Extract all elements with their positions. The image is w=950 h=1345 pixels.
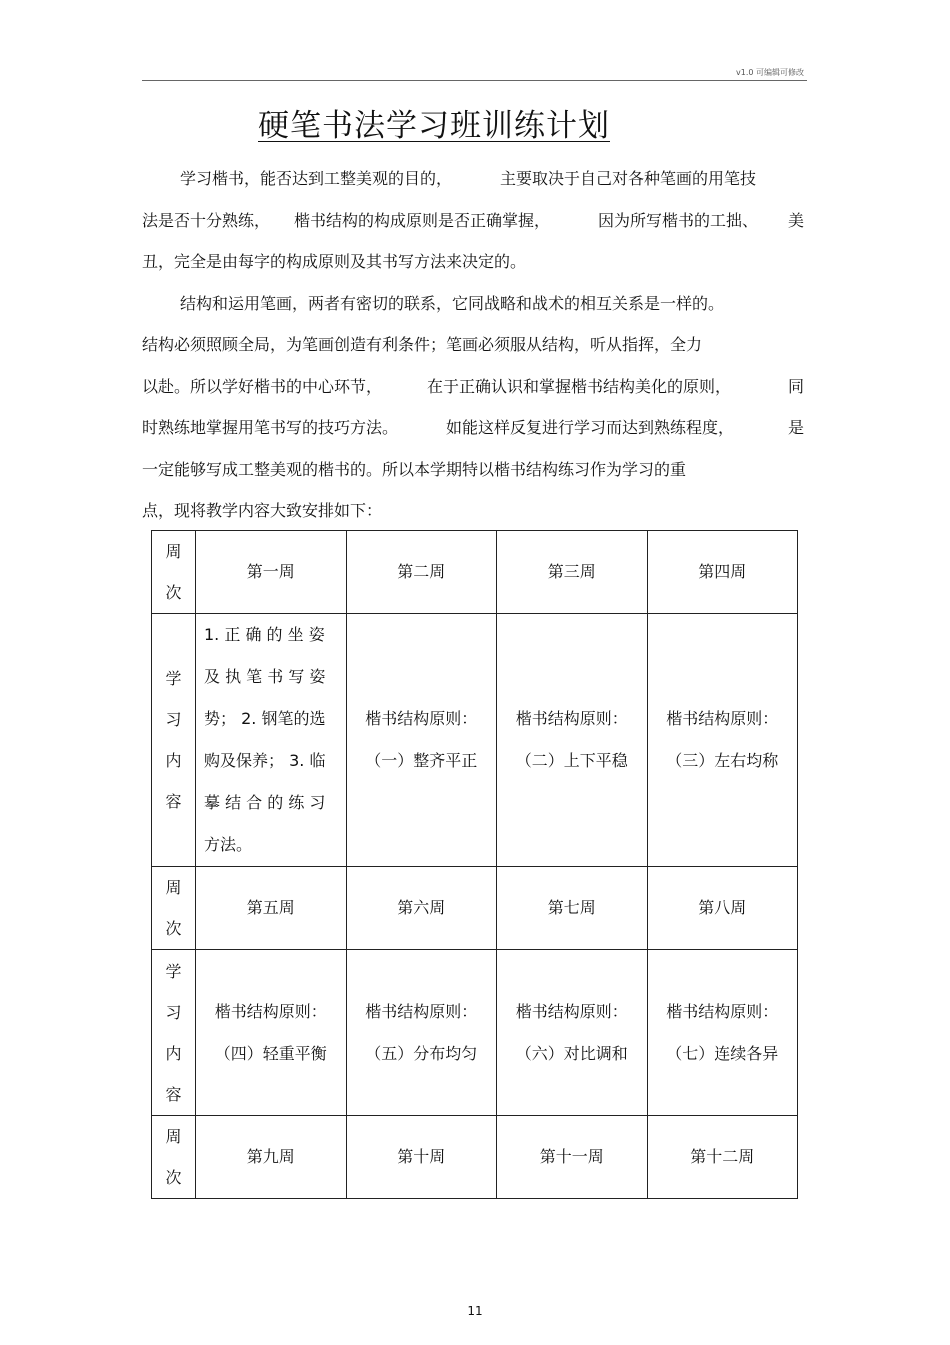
para2-line3a: 以赴。所以学好楷书的中心环节， [142, 377, 383, 396]
content-label-cell [152, 614, 196, 867]
principle-label: 楷书结构原则： [515, 1001, 628, 1021]
para2-line2: 结构必须照顾全局，为笔画创造有利条件；笔画必须服从结构，听从指挥，全力 [142, 335, 703, 354]
para1-line1a: 学习楷书，能否达到工整美观的目的， [180, 169, 453, 188]
table-row [152, 614, 798, 867]
principle-name: （一）整齐平正 [365, 751, 478, 770]
principle-name: （六）对比调和 [515, 1043, 628, 1063]
principle-name: （七）连续各异 [666, 1043, 779, 1063]
week-cell: 第八周 [647, 867, 798, 950]
week-cell: 第二周 [346, 531, 497, 614]
week-cell: 第四周 [647, 531, 798, 614]
para1-line2c: 因为所写楷书的工拙、 [598, 211, 759, 230]
content-label-cell [152, 950, 196, 1116]
content-cell-week2 [346, 614, 497, 867]
content-line: 势； 2. 钢笔的选 [204, 709, 326, 728]
week-cell: 第七周 [497, 867, 648, 950]
week-label-char: 周 [165, 542, 182, 561]
week-cell: 第五周 [196, 867, 347, 950]
principle-name: （四）轻重平衡 [214, 1043, 327, 1063]
para2-line3b: 在于正确认识和掌握楷书结构美化的原则， [427, 377, 732, 396]
principle-name: （三）左右均称 [666, 751, 779, 770]
para2-line1: 结构和运用笔画，两者有密切的联系，它同战略和战术的相互关系是一样的。 [180, 294, 725, 313]
principle-label: 楷书结构原则： [515, 709, 628, 728]
para2-line5: 一定能够写成工整美观的楷书的。所以本学期特以楷书结构练习作为学习的重 [142, 460, 687, 479]
table-row [152, 950, 798, 1116]
para1-line3: 丑，完全是由每字的构成原则及其书写方法来决定的。 [142, 252, 527, 271]
para1-line2a: 法是否十分熟练， [142, 211, 271, 230]
content-cell-week7 [497, 950, 648, 1116]
document-title: 硬笔书法学习班训练计划 [258, 108, 610, 144]
principle-label: 楷书结构原则： [666, 709, 779, 728]
table-row [152, 867, 798, 950]
content-cell-week6 [346, 950, 497, 1116]
para1-line2d: 美 [788, 211, 805, 230]
content-line: 购及保养； 3. 临 [204, 751, 326, 770]
week-label-char: 周 [165, 878, 182, 897]
para2-line4a: 时熟练地掌握用笔书写的技巧方法。 [142, 418, 399, 437]
content-label-char: 习 [165, 710, 182, 729]
schedule-table [151, 530, 798, 1199]
principle-label: 楷书结构原则： [214, 1001, 327, 1021]
content-cell-week5 [196, 950, 347, 1116]
week-label-char: 周 [165, 1127, 182, 1146]
para1-line1b: 主要取决于自己对各种笔画的用笔技 [500, 169, 757, 188]
week-cell: 第十一周 [497, 1116, 648, 1199]
para2-line4c: 是 [788, 418, 805, 437]
week-cell: 第十二周 [647, 1116, 798, 1199]
principle-label: 楷书结构原则： [365, 709, 478, 728]
principle-name: （五）分布均匀 [365, 1043, 478, 1063]
content-label-char: 容 [165, 792, 182, 811]
content-label-char: 内 [165, 751, 182, 770]
para2-line4b: 如能这样反复进行学习而达到熟练程度， [446, 418, 735, 437]
content-cell-week4 [647, 614, 798, 867]
principle-label: 楷书结构原则： [365, 1001, 478, 1021]
header-rule [142, 80, 807, 81]
week-cell: 第九周 [196, 1116, 347, 1199]
week-label-char: 次 [165, 919, 182, 938]
week-label-cell [152, 531, 196, 614]
para1-line2b: 楷书结构的构成原则是否正确掌握， [294, 211, 551, 230]
content-label-char: 学 [165, 669, 182, 688]
table-row [152, 531, 798, 614]
version-note: v1.0 可编辑可修改 [736, 68, 804, 77]
content-line: 方法。 [204, 835, 253, 854]
content-label-char: 容 [165, 1084, 182, 1104]
week-label-cell [152, 867, 196, 950]
content-cell-week3 [497, 614, 648, 867]
week-cell: 第六周 [346, 867, 497, 950]
page-number: 11 [467, 1304, 483, 1318]
content-cell-week8 [647, 950, 798, 1116]
para2-line6: 点，现将教学内容大致安排如下： [142, 501, 383, 520]
content-line: 及 执 笔 书 写 姿 [204, 667, 326, 686]
content-cell-week1 [196, 614, 347, 867]
content-line: 摹 结 合 的 练 习 [204, 793, 326, 812]
table-row [152, 1116, 798, 1199]
week-label-char: 次 [165, 583, 182, 602]
week-label-char: 次 [165, 1168, 182, 1187]
week-cell: 第一周 [196, 531, 347, 614]
para2-line3c: 同 [788, 377, 805, 396]
week-cell: 第三周 [497, 531, 648, 614]
week-cell: 第十周 [346, 1116, 497, 1199]
content-label-char: 学 [165, 961, 182, 981]
week-label-cell [152, 1116, 196, 1199]
principle-name: （二）上下平稳 [515, 751, 628, 770]
content-label-char: 内 [165, 1043, 182, 1063]
content-label-char: 习 [165, 1002, 182, 1022]
principle-label: 楷书结构原则： [666, 1001, 779, 1021]
content-line: 1. 正 确 的 坐 姿 [204, 625, 325, 644]
